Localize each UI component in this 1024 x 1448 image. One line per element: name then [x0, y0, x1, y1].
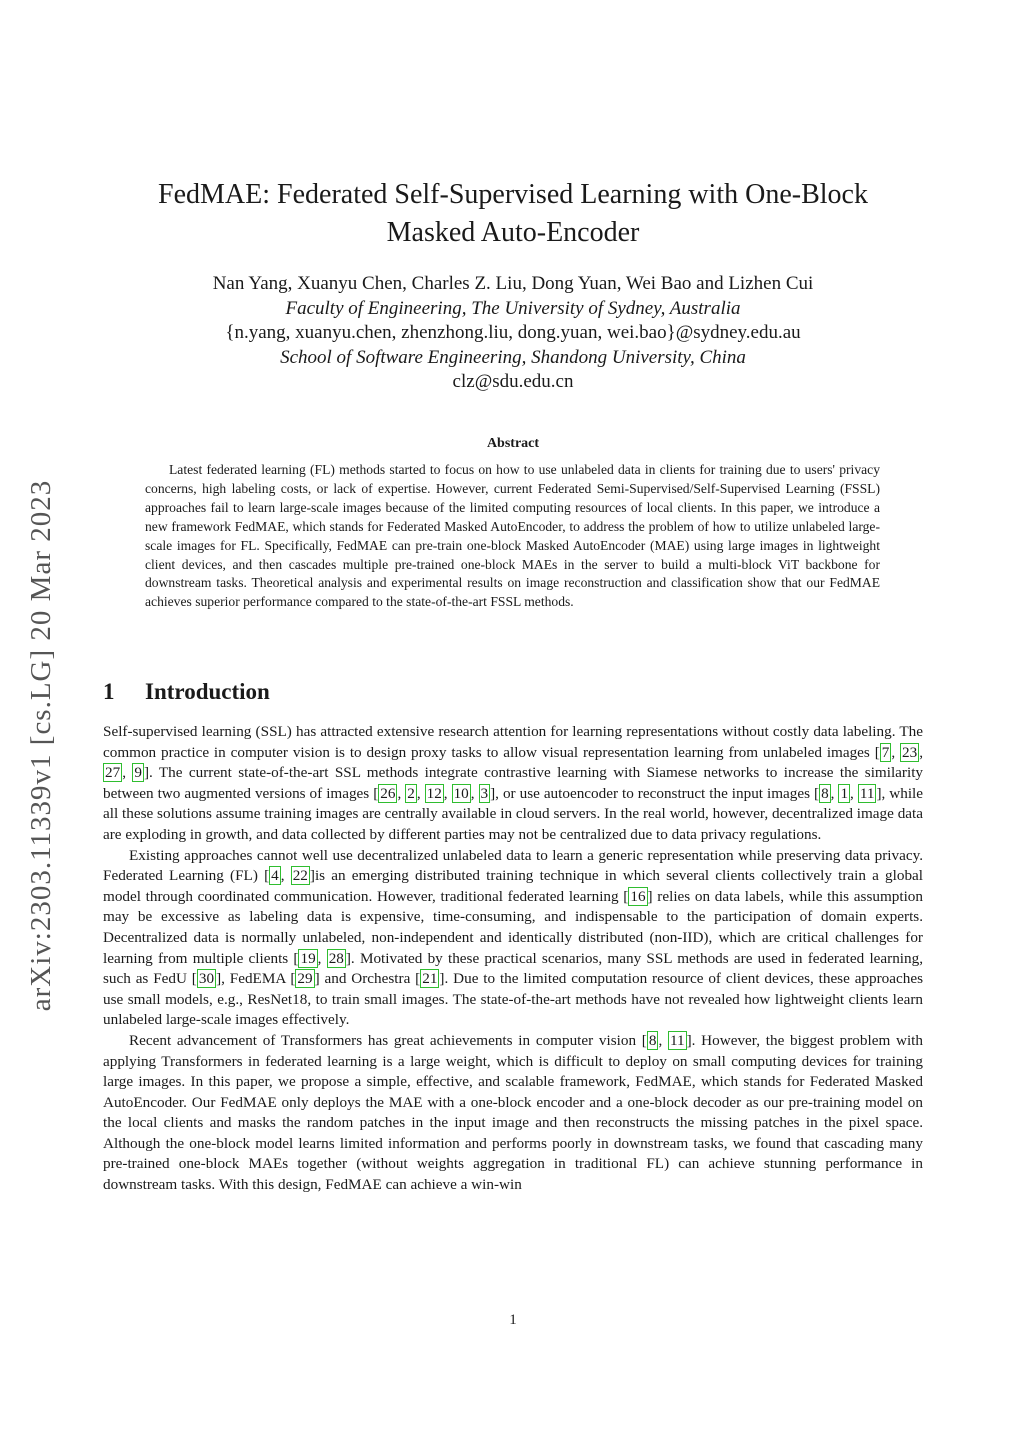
- citation-link[interactable]: 12: [426, 784, 442, 802]
- section-heading: [103, 679, 923, 705]
- email-sydney: {n.yang, xuanyu.chen, zhenzhong.liu, dong.yuan, wei.bao}@sydney.edu.au: [225, 322, 801, 343]
- citation-link[interactable]: 8: [821, 784, 829, 802]
- citation-link[interactable]: 8: [648, 1031, 657, 1049]
- abstract-heading: Abstract: [486, 436, 540, 451]
- email-shandong: clz@sdu.edu.cn: [452, 371, 574, 392]
- citation-link[interactable]: 11: [669, 1031, 685, 1049]
- citation-link[interactable]: 28: [328, 949, 344, 967]
- citation-link[interactable]: 19: [300, 949, 316, 967]
- author-list: Nan Yang, Xuanyu Chen, Charles Z. Liu, Dong Yuan, Wei Bao and Lizhen Cui: [212, 273, 814, 294]
- citation-link[interactable]: 10: [453, 784, 469, 802]
- arxiv-stamp-text: arXiv:2303.11339v1 [cs.LG] 20 Mar 2023: [25, 479, 58, 1011]
- page-number: 1: [509, 1312, 517, 1328]
- paragraph-2: Existing approaches cannot well use decentralized unlabeled data to learn a generic representation while preserving data privacy. Federated Learning (FL) [ 4 , 22 ]is an emerging distributed training technique in which several clients collectively train a global model through coordinated communication. However, traditional federated learning [ 16 ] relies on data labels, while this assumption may be excessive as labeling data is expensive, time-consuming, and indispensable to the participation of domain experts. Decentralized data is normally unlabeled, non-independent and identically distributed (non-IID), which are critical challenges for learning from multiple clients [ 19 , 28 ]. Motivated by these practical scenarios, many SSL methods are used in federated learning, such as FedU [ 30 ], FedEMA [ 29 ] and Orchestra [ 21 ]. Due to the limited computation resource of client devices, these approaches use small models, e.g., ResNet18, to train small images. The state-of-the-art methods have not revealed how lightweight clients learn unlabeled large-scale images effectively.: [103, 846, 924, 1029]
- citation-link[interactable]: 22: [292, 867, 308, 885]
- citation-link[interactable]: 4: [271, 867, 279, 885]
- arxiv-stamp: [20, 440, 64, 1050]
- citation-link[interactable]: 16: [630, 887, 646, 905]
- section-number: 1: [103, 679, 115, 704]
- citation-link[interactable]: 3: [480, 784, 489, 802]
- paragraph-3: Recent advancement of Transformers has great achievements in computer vision [ 8 , 11 ]. However, the biggest problem with applying Transformers in federated learning is a large weight, which is difficult to deploy on small computing devices for training large images. In this paper, we propose a simple, effective, and scalable framework, FedMAE, which stands for Federated Masked AutoEncoder. Our FedMAE only deploys the MAE with a one-block encoder and a one-block decoder as our pre-training model on the local clients and masks the random patches in the input image and then reconstructs the missing patches in the pixel space. Although the one-block model learns limited information and performs poorly in downstream tasks, we found that cascading many pre-trained one-block MAEs together (without weights aggregation in traditional FL) can achieve stunning performance in downstream tasks. With this design, FedMAE can achieve a win-win: [103, 1031, 923, 1194]
- affiliation-sydney: Faculty of Engineering, The University of Sydney, Australia: [285, 297, 741, 319]
- title-line-1: FedMAE: Federated Self-Supervised Learning with One-Block: [158, 179, 868, 210]
- abstract-text: Latest federated learning (FL) methods started to focus on how to use unlabeled data in clients for training due to users' privacy concerns, high labeling costs, or lack of expertise. However, current Federated Semi-Supervised/Self-Supervised Learning (FSSL) approaches fail to learn large-scale images because of the limited computing resources of local clients. In this paper, we introduce a new framework FedMAE, which stands for Federated Masked AutoEncoder, to address the problem of how to utilize unlabeled large-scale images for FL. Specifically, FedMAE can pre-train one-block Masked AutoEncoder (MAE) using large images in lightweight client devices, and then cascades multiple pre-trained one-block MAEs in the server to build a multi-block ViT backbone for downstream tasks. Theoretical analysis and experimental results on image reconstruction and classification show that our FedMAE achieves superior performance compared to the state-of-the-art FSSL methods.: [145, 462, 880, 610]
- author-block: [103, 272, 923, 395]
- citation-link[interactable]: 11: [859, 784, 875, 802]
- title-line-2: Masked Auto-Encoder: [386, 217, 640, 248]
- citation-link[interactable]: 1: [840, 784, 849, 802]
- citation-link[interactable]: 26: [380, 784, 396, 802]
- citation-link[interactable]: 29: [297, 970, 313, 988]
- citation-link[interactable]: 23: [902, 743, 918, 761]
- paper-title: [103, 176, 923, 252]
- citation-link[interactable]: 21: [422, 970, 438, 988]
- citation-link[interactable]: 2: [407, 784, 415, 802]
- affiliation-shandong: School of Software Engineering, Shandong University, China: [280, 346, 746, 368]
- citation-link[interactable]: 7: [881, 743, 890, 761]
- paragraph-1: Self-supervised learning (SSL) has attracted extensive research attention for learning representations without costly data labeling. The common practice in computer vision is to design proxy tasks to allow visual representation learning from unlabeled images [ 7 , 23 , 27 , 9 ]. The current state-of-the-art SSL methods integrate contrastive learning with Siamese networks to increase the similarity between two augmented versions of images [ 26 , 2 , 12 , 10 , 3 ], or use autoencoder to reconstruct the input images [ 8 , 1 , 11 ], while all these solutions assume training images are centrally available in cloud servers. In the real world, however, decentralized image data are exploding in growth, and data collected by different parties may not be centralized due to data privacy regulations.: [103, 723, 924, 843]
- citation-link[interactable]: 30: [198, 970, 215, 988]
- body-text: [103, 722, 923, 1196]
- citation-link[interactable]: 27: [105, 764, 121, 782]
- citation-link[interactable]: 9: [134, 764, 142, 782]
- section-title: Introduction: [145, 679, 270, 704]
